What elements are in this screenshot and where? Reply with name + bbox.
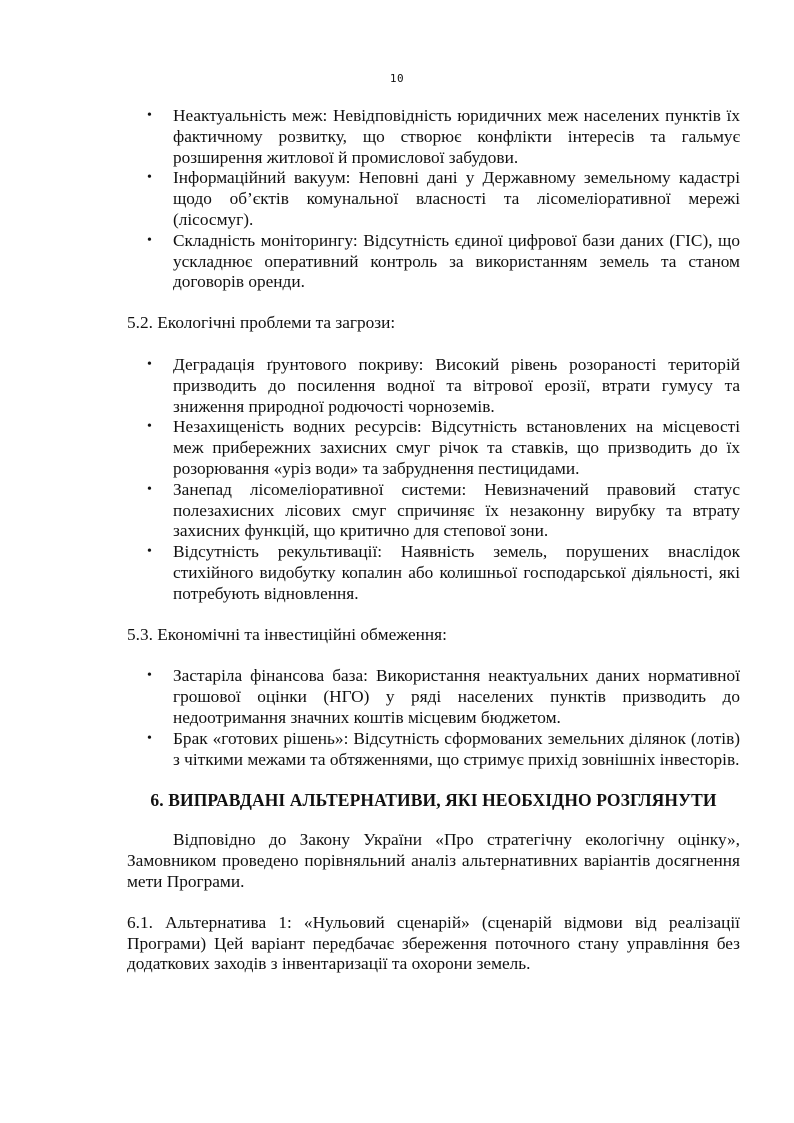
list-item xyxy=(127,729,740,771)
list-item-text: Деградація ґрунтового покриву: Високий рівень розораності територій призводить до посилення водної та вітрової ерозії, втрати гумусу та зниження природної родючості чорноземів. xyxy=(173,354,740,416)
issues-list-5-1-continued xyxy=(127,106,740,293)
list-item xyxy=(127,106,740,168)
bullet-icon: • xyxy=(147,668,152,684)
section-heading-6: 6. ВИПРАВДАНІ АЛЬТЕРНАТИВИ, ЯКІ НЕОБХІДНО РОЗГЛЯНУТИ xyxy=(150,790,717,811)
section-6-intro: Відповідно до Закону України «Про стратегічну екологічну оцінку», Замовником проведено порівняльний аналіз альтернативних варіантів досягнення мети Програми. xyxy=(127,830,740,891)
document-body xyxy=(127,106,740,975)
list-item-text: Інформаційний вакуум: Неповні дані у Державному земельному кадастрі щодо об’єктів комунальної власності та лісомеліоративної мережі (лісосмуг). xyxy=(173,168,740,229)
list-item-text: Застаріла фінансова база: Використання неактуальних даних нормативної грошової оцінки (НГО) у ряді населених пунктів призводить до недоотримання значних коштів місцевим бюджетом. xyxy=(173,666,740,727)
bullet-icon: • xyxy=(147,481,152,497)
ecological-issues-list xyxy=(127,355,740,605)
list-item-text: Неактуальність меж: Невідповідність юридичних меж населених пунктів їх фактичному розвитку, що створює конфлікти інтересів та гальмує розширення житлової й промислової забудови. xyxy=(173,106,740,167)
bullet-icon: • xyxy=(147,544,152,560)
list-item xyxy=(127,355,740,417)
economic-issues-list xyxy=(127,666,740,770)
list-item xyxy=(127,417,740,479)
list-item-text: Складність моніторингу: Відсутність єдиної цифрової бази даних (ГІС), що ускладнює оперативний контроль за використанням земель та станом договорів оренди. xyxy=(173,230,740,292)
bullet-icon: • xyxy=(147,419,152,435)
bullet-icon: • xyxy=(147,356,152,372)
list-item-text: Занепад лісомеліоративної системи: Невизначений правовий статус полезахисних лісових смуг спричиняє їх незаконну вирубку та втрату захисних функцій, що критично для степової зони. xyxy=(173,479,740,541)
bullet-icon: • xyxy=(147,730,152,746)
list-item xyxy=(127,542,740,604)
page-number: 10 xyxy=(389,72,405,85)
list-item-text: Брак «готових рішень»: Відсутність сформованих земельних ділянок (лотів) з чіткими межами та обтяженнями, що стримує прихід зовнішніх інвесторів. xyxy=(173,728,740,769)
list-item xyxy=(127,168,740,230)
subsection-title-5-3: 5.3. Економічні та інвестиційні обмеження: xyxy=(127,624,447,644)
list-item xyxy=(127,666,740,728)
list-item-text: Незахищеність водних ресурсів: Відсутність встановлених на місцевості меж прибережних захисних смуг річок та ставків, що призводить до їх розорювання «уріз води» та забруднення пестицидами. xyxy=(173,417,740,478)
bullet-icon: • xyxy=(147,108,152,123)
list-item-text: Відсутність рекультивації: Наявність земель, порушених внаслідок стихійного видобутку копалин або колишньої господарської діяльності, які потребують відновлення. xyxy=(173,542,740,603)
list-item xyxy=(127,231,740,293)
bullet-icon: • xyxy=(147,232,152,248)
alternative-1-paragraph: 6.1. Альтернатива 1: «Нульовий сценарій» (сценарій відмови від реалізації Програми) Цей варіант передбачає збереження поточного стану управління без додаткових заходів з інвентаризації та охорони земель. xyxy=(127,912,740,974)
list-item xyxy=(127,480,740,542)
subsection-title-5-2: 5.2. Екологічні проблеми та загрози: xyxy=(127,313,396,333)
bullet-icon: • xyxy=(147,170,152,186)
